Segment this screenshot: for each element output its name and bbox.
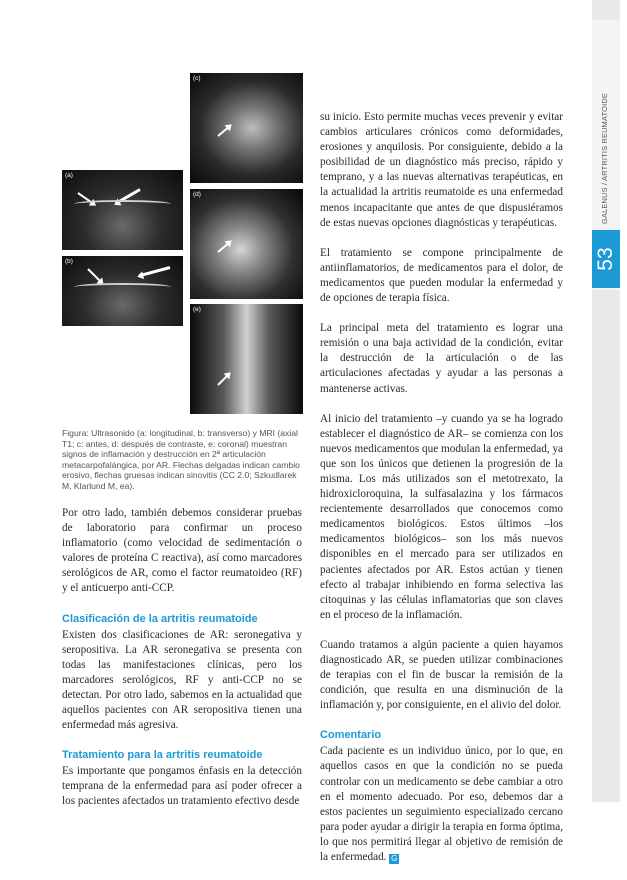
paragraph: Al inicio del tratamiento –y cuando ya se ha logrado establecer el diagnóstico de AR– se comienza con los nuevos medicamentos que modulan la enfermedad, ya que son los únicos que detienen la progresión de la misma. Los más utilizados son el metotrexato, la hidroxicloroquina, la sulfasalazina y los fármacos recientemente desarrollados que conocemos como medicamentos biológicos. Estos últimos –los medicamentos biológicos– son los más nuevos disponibles en el mercado para ser utilizados en pacientes afectados por AR. Estos actúan y tienen efecto al trabajar inhibiendo en forma selectiva las citoquinas y las células inflamatorias que son claves en el proceso de la inflamación. (320, 412, 563, 621)
thin-arrow-icon (217, 125, 231, 137)
paragraph-text: Cada paciente es un individuo único, por lo que, en aquellos casos en que la condición no se pueda controlar con un medicamento se debe cambiar a otro en el momento adecuado. Por eso, debemos dar a estos pacientes un seguimiento especializado cercano para poder ayudar a dirigir la terapia en forma óptima, lo que nos permitirá llegar al objetivo de remisión de la enfermedad. (320, 745, 563, 864)
paragraph: Cuando tratamos a algún paciente a quien hayamos diagnosticado AR, se pueden utilizar combinaciones de terapias con el fin de buscar la remisión de la condición, que resulta en una disminución de la inflamación y, por consiguiente, en el alivio del dolor. (320, 638, 563, 712)
figure-label-b: (b) (65, 258, 73, 265)
right-column (320, 110, 563, 880)
heading-tratamiento: Tratamiento para la artritis reumatoide (62, 749, 263, 762)
paragraph-final (320, 744, 563, 865)
mri-image-c (190, 73, 303, 183)
page-number: 53 (594, 247, 617, 271)
end-mark-icon: G (391, 854, 398, 864)
paragraph: El tratamiento se compone principalmente de antiinflamatorios, de medicamentos para el dolor, de medicamentos que pueden modular la enfermedad y de opciones de terapia física. (320, 246, 563, 305)
mri-image-e (190, 304, 303, 414)
thick-arrow-icon (139, 266, 171, 277)
paragraph: Por otro lado, también debemos considerar pruebas de laboratorio para confirmar un proceso inflamatorio (como velocidad de sedimentación o valores de proteína C reactiva), así como marcadores serológicos de AR, como el factor reumatoideo (RF) y el anticuerpo anti-CCP. (62, 507, 302, 595)
figure-label-e: (e) (193, 306, 201, 313)
thin-arrow-icon (217, 373, 230, 386)
paragraph: Es importante que pongamos énfasis en la detección temprana de la enfermedad para así poder ofrecer a los pacientes afectados un tratamiento efectivo desde (62, 765, 302, 808)
running-head: GALENUS / ARTRITIS REUMATOIDE (600, 92, 609, 224)
figure-label-d: (d) (193, 191, 201, 198)
heading-clasificacion: Clasificación de la artritis reumatoide (62, 612, 258, 625)
thin-arrow-icon (217, 241, 231, 253)
paragraph: su inicio. Esto permite muchas veces prevenir y evitar cambios articulares crónicos como deformidades, erosiones y anquilosis. Por consiguiente, debido a la posibilidad de un diagnóstico más preciso, rápido y temprano, y a las nuevas alternativas terapéuticas, en la actualidad la artritis reumatoide es una enfermedad menos incapacitante que antes de que dispusiéramos de estas nuevas opciones diagnósticas y terapéuticas. (320, 111, 563, 229)
ultrasound-image-a (62, 170, 183, 250)
figure-caption: Figura: Ultrasonido (a: longitudinal, b: transverso) y MRI (axial T1; c: antes, d: después de contraste, e: coronal) muestran signos de inflamación y destrucción en 2ª articulación metacarpofalángica, por AR. Flechas delgadas indican cambio erosivo, flechas gruesas indican sinovitis (CC 2.0; Szkudlarek M, Klarlund M, ea). (62, 428, 300, 491)
figure-label-a: (a) (65, 172, 73, 179)
paragraph: La principal meta del tratamiento es lograr una remisión o una baja actividad de la condición, evitar la destrucción de la articulación o de las articulaciones afectadas y ayudar a las personas a mantenerse activas. (320, 322, 563, 395)
paragraph: Existen dos clasificaciones de AR: seronegativa y seropositiva. La AR seronegativa se presenta con todas las manifestaciones clínicas, pero los marcadores serológicos, RF y anti-CCP no se detectan. Por otro lado, sabemos en la actualidad que aquellos pacientes con AR seropositiva tienen una enfermedad más agresiva. (62, 628, 302, 732)
figure-label-c: (c) (193, 75, 201, 82)
left-column (62, 506, 302, 825)
ultrasound-image-b (62, 256, 183, 326)
thin-arrow-icon (87, 268, 103, 284)
mri-image-d (190, 189, 303, 299)
thick-arrow-icon (115, 188, 141, 205)
thin-arrow-icon (77, 192, 95, 205)
heading-comentario: Comentario (320, 729, 382, 742)
